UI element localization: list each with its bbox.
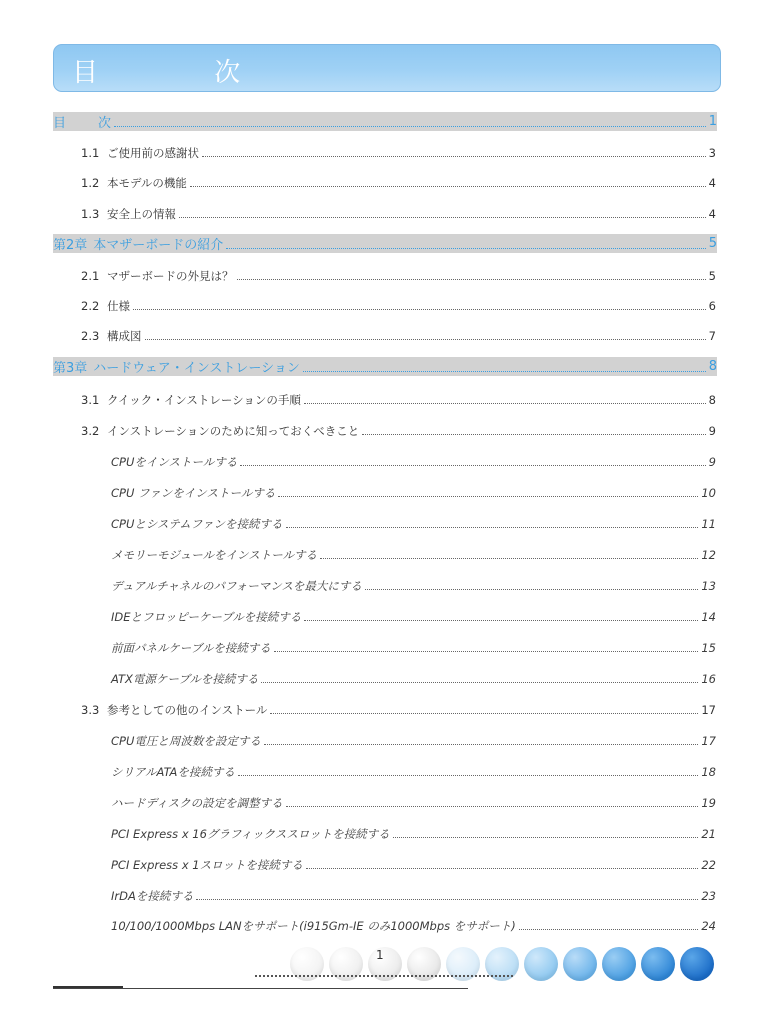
toc-entry-page: 22	[701, 858, 716, 872]
toc-entry-label: 本マザーボードの紹介	[93, 238, 224, 253]
toc-chapter[interactable]	[53, 357, 717, 376]
toc-chapter[interactable]	[53, 234, 717, 253]
toc-entry-number: 1.2	[81, 176, 100, 190]
toc-subsection[interactable]	[111, 640, 716, 656]
toc-entry-number: 1.3	[81, 207, 100, 221]
toc-leader-dots	[320, 557, 698, 559]
toc-subsection[interactable]	[111, 671, 716, 687]
toc-title: 目 次	[72, 58, 295, 88]
decorative-ball	[602, 947, 636, 981]
toc-section[interactable]	[81, 392, 716, 408]
decorative-ball	[641, 947, 675, 981]
toc-leader-dots	[362, 433, 705, 435]
decorative-ball	[524, 947, 558, 981]
toc-entry-page: 4	[708, 176, 716, 190]
toc-entry-label: 次	[98, 116, 112, 131]
toc-entry-page: 14	[701, 610, 716, 624]
toc-entry-label: CPU ファンをインストールする	[111, 486, 276, 500]
toc-entry-number: 目	[53, 116, 67, 131]
toc-leader-dots	[286, 805, 699, 807]
toc-subsection[interactable]	[111, 485, 716, 501]
toc-leader-dots	[240, 464, 705, 466]
page-number: 1	[376, 948, 384, 962]
toc-entry-label: マザーボードの外見は？	[107, 269, 234, 283]
toc-leader-dots	[274, 650, 699, 652]
toc-entry-label: IDEとフロッピーケーブルを接続する	[111, 610, 302, 624]
toc-entry-label: 10/100/1000Mbps LANをサポート(i915Gm-IE のみ1000Mbps をサポート)	[111, 919, 516, 933]
toc-entry-page: 21	[701, 827, 716, 841]
toc-entry-label: IrDAを接続する	[111, 889, 194, 903]
toc-entry-page: 7	[708, 329, 716, 343]
toc-entry-page: 4	[708, 207, 716, 221]
toc-entry-page: 15	[701, 641, 716, 655]
toc-entry-page: 17	[701, 734, 716, 748]
toc-entry-number: 1.1	[81, 146, 100, 160]
toc-leader-dots	[238, 774, 698, 776]
toc-leader-dots	[114, 125, 706, 127]
toc-entry-page: 9	[708, 455, 716, 469]
toc-section[interactable]	[81, 423, 716, 439]
toc-entry-label: シリアルATAを接続する	[111, 765, 235, 779]
toc-leader-dots	[179, 216, 706, 218]
toc-leader-dots	[306, 867, 698, 869]
toc-entry-number: 3.2	[81, 424, 100, 438]
toc-leader-dots	[190, 185, 706, 187]
toc-entry-number: 3.1	[81, 393, 100, 407]
toc-entry-page: 23	[701, 889, 716, 903]
toc-entry-page: 17	[701, 703, 716, 717]
toc-entry-label: インストレーションのために知っておくべきこと	[107, 424, 360, 438]
toc-leader-dots	[264, 743, 698, 745]
toc-leader-dots	[196, 898, 698, 900]
decorative-ball	[563, 947, 597, 981]
toc-section[interactable]	[81, 268, 716, 284]
toc-leader-dots	[226, 247, 705, 249]
toc-leader-dots	[303, 370, 706, 372]
toc-entry-page: 18	[701, 765, 716, 779]
toc-section[interactable]	[81, 328, 716, 344]
toc-entry-page: 12	[701, 548, 716, 562]
toc-entry-page: 5	[708, 269, 716, 283]
toc-subsection[interactable]	[111, 764, 716, 780]
toc-entry-label: デュアルチャネルのパフォーマンスを最大にする	[111, 579, 362, 593]
toc-entry-label: PCI Express x 16グラフィックススロットを接続する	[111, 827, 390, 841]
toc-entry-page: 1	[708, 114, 717, 129]
toc-subsection[interactable]	[111, 795, 716, 811]
toc-entry-label: 仕様	[107, 299, 130, 313]
toc-entry-label: 参考としての他のインストール	[107, 703, 268, 717]
toc-entry-number: 第3章	[53, 361, 88, 376]
toc-leader-dots	[286, 526, 699, 528]
toc-entry-label: CPUをインストールする	[111, 455, 238, 469]
toc-leader-dots	[393, 836, 699, 838]
toc-section[interactable]	[81, 175, 716, 191]
toc-entry-label: メモリーモジュールをインストールする	[111, 548, 317, 562]
toc-leader-dots	[304, 619, 698, 621]
toc-subsection[interactable]	[111, 578, 716, 594]
toc-subsection[interactable]	[111, 547, 716, 563]
footer-rule-accent	[53, 986, 123, 988]
toc-subsection[interactable]	[111, 826, 716, 842]
toc-entry-label: ハードディスクの設定を調整する	[111, 796, 283, 810]
toc-entry-page: 19	[701, 796, 716, 810]
toc-entry-label: ご使用前の感謝状	[107, 146, 199, 160]
toc-entry-page: 3	[708, 146, 716, 160]
toc-subsection[interactable]	[111, 609, 716, 625]
toc-entry-number: 2.1	[81, 269, 100, 283]
toc-subsection[interactable]	[111, 454, 716, 470]
toc-entry-label: CPUとシステムファンを接続する	[111, 517, 283, 531]
toc-subsection[interactable]	[111, 857, 716, 873]
toc-leader-dots	[278, 495, 698, 497]
toc-entry-label: クイック・インストレーションの手順	[107, 393, 301, 407]
toc-entry-page: 10	[701, 486, 716, 500]
footer-rule	[53, 988, 468, 989]
toc-section[interactable]	[81, 145, 716, 161]
toc-leader-dots	[270, 712, 698, 714]
toc-section[interactable]	[81, 702, 716, 718]
toc-subsection[interactable]	[111, 918, 716, 934]
toc-section[interactable]	[81, 206, 716, 222]
toc-entry-page: 13	[701, 579, 716, 593]
toc-subsection[interactable]	[111, 888, 716, 904]
toc-entry-number: 2.3	[81, 329, 100, 343]
toc-entry-number: 2.2	[81, 299, 100, 313]
toc-entry-label: 本モデルの機能	[107, 176, 187, 190]
toc-entry-label: PCI Express x 1スロットを接続する	[111, 858, 303, 872]
decorative-balls	[290, 947, 720, 983]
toc-entry-page: 8	[708, 393, 716, 407]
toc-entry-page: 16	[701, 672, 716, 686]
toc-entry-label: 安全上の情報	[107, 207, 176, 221]
toc-leader-dots	[261, 681, 698, 683]
toc-entry-number: 3.3	[81, 703, 100, 717]
toc-leader-dots	[145, 338, 706, 340]
toc-entry-label: CPU電圧と周波数を設定する	[111, 734, 261, 748]
toc-entry-page: 8	[708, 359, 717, 374]
footer-dotted-rule	[255, 975, 513, 977]
toc-subsection[interactable]	[111, 516, 716, 532]
toc-entry-page: 5	[708, 236, 717, 251]
toc-entry-page: 11	[701, 517, 716, 531]
toc-leader-dots	[133, 308, 706, 310]
toc-leader-dots	[365, 588, 698, 590]
toc-leader-dots	[519, 928, 699, 930]
decorative-ball	[680, 947, 714, 981]
toc-subsection[interactable]	[111, 733, 716, 749]
toc-entry-label: ATX電源ケーブルを接続する	[111, 672, 259, 686]
toc-entry-page: 9	[708, 424, 716, 438]
toc-leader-dots	[304, 402, 706, 404]
toc-chapter[interactable]	[53, 112, 717, 131]
toc-leader-dots	[202, 155, 706, 157]
toc-entry-label: 前面パネルケーブルを接続する	[111, 641, 271, 655]
toc-leader-dots	[237, 278, 706, 280]
toc-entry-page: 24	[701, 919, 716, 933]
toc-section[interactable]	[81, 298, 716, 314]
toc-entry-number: 第2章	[53, 238, 88, 253]
toc-entry-page: 6	[708, 299, 716, 313]
toc-entry-label: ハードウェア・インストレーション	[93, 361, 300, 376]
toc-entry-label: 構成図	[107, 329, 142, 343]
